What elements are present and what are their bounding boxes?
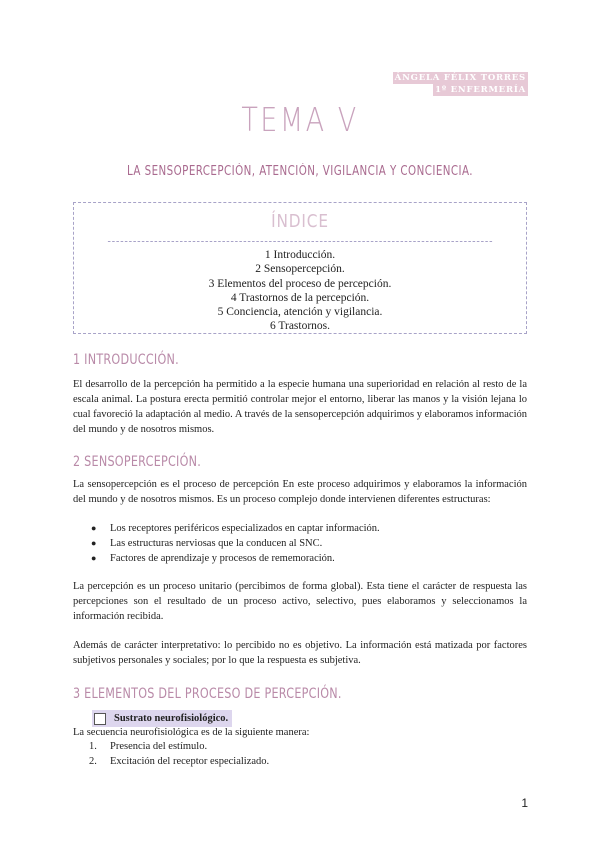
index-box	[73, 202, 527, 334]
index-item: 1 Introducción.	[264, 249, 336, 261]
index-heading: ÍNDICE	[108, 203, 492, 242]
index-item: 3 Elementos del proceso de percepción.	[208, 277, 392, 290]
index-item: 4 Trastornos de la percepción.	[230, 291, 370, 304]
section-title-sensopercepcion: 2 SENSOPERCEPCIÓN.	[73, 454, 202, 470]
bullet-icon: ●	[91, 553, 97, 563]
list-item: 1. Presencia del estímulo.	[89, 741, 208, 752]
list-item: ● Los receptores periféricos especializados en captar información.	[91, 523, 380, 534]
bullet-icon: ●	[91, 523, 97, 533]
bullet-icon: ●	[91, 538, 97, 548]
list-item: ● Factores de aprendizaje y procesos de rememoración.	[91, 553, 335, 564]
section-title-elementos: 3 ELEMENTOS DEL PROCESO DE PERCEPCIÓN.	[73, 686, 342, 702]
sensopercepcion-intro: La sensopercepción es el proceso de percepción En este proceso adquirimos y elaboramos la información del mundo y de nosotros mismos. Es un proceso complejo donde intervienen diferentes estructuras:	[73, 479, 527, 505]
sensopercepcion-paragraph-2: La percepción es un proceso unitario (percibimos de forma global). Esta tiene el carácter de respuesta las percepciones son el resultado de un proceso activo, selectivo, pues elaboramos y seleccionamos la información recibida.	[73, 581, 527, 622]
checkbox-icon	[94, 713, 106, 725]
author-course: 1º ENFERMERÍA	[435, 85, 526, 95]
list-item: 2. Excitación del receptor especializado.	[89, 756, 270, 767]
index-item: 2 Sensopercepción.	[255, 263, 345, 276]
steps-list	[73, 739, 527, 769]
author-name: ÁNGELA FÉLIX TORRES	[394, 73, 526, 83]
index-item: 5 Conciencia, atención y vigilancia.	[217, 306, 383, 319]
subheading-text: Sustrato neurofisiológico.	[114, 713, 229, 724]
page-title: TEMA V	[241, 100, 359, 139]
page-subtitle: LA SENSOPERCEPCIÓN, ATENCIÓN, VIGILANCIA Y CONCIENCIA.	[126, 164, 473, 179]
author-block	[393, 72, 528, 96]
introduccion-paragraph: El desarrollo de la percepción ha permitido a la especie humana una superioridad en relación al resto de la escala animal. La postura erecta permitió controlar mejor el entorno, liberar las manos y la visión lejana lo cual favoreció la adaptación al medio. A través de la sensopercepción adquirimos y elaboramos información del mundo y de nosotros mismos.	[73, 379, 527, 435]
section-title-introduccion: 1 INTRODUCCIÓN.	[73, 352, 179, 368]
elementos-intro: La secuencia neurofisiológica es de la siguiente manera:	[73, 727, 310, 738]
list-item: ● Las estructuras nerviosas que la conducen al SNC.	[91, 538, 323, 549]
structures-list	[73, 521, 527, 566]
index-list	[74, 248, 526, 334]
sensopercepcion-paragraph-3: Además de carácter interpretativo: lo percibido no es objetivo. La información está matizada por factores subjetivos personales y sociales; por lo que la respuesta es subjetiva.	[73, 640, 527, 666]
page-number: 1	[521, 796, 528, 810]
index-item: 6 Trastornos.	[269, 320, 331, 333]
